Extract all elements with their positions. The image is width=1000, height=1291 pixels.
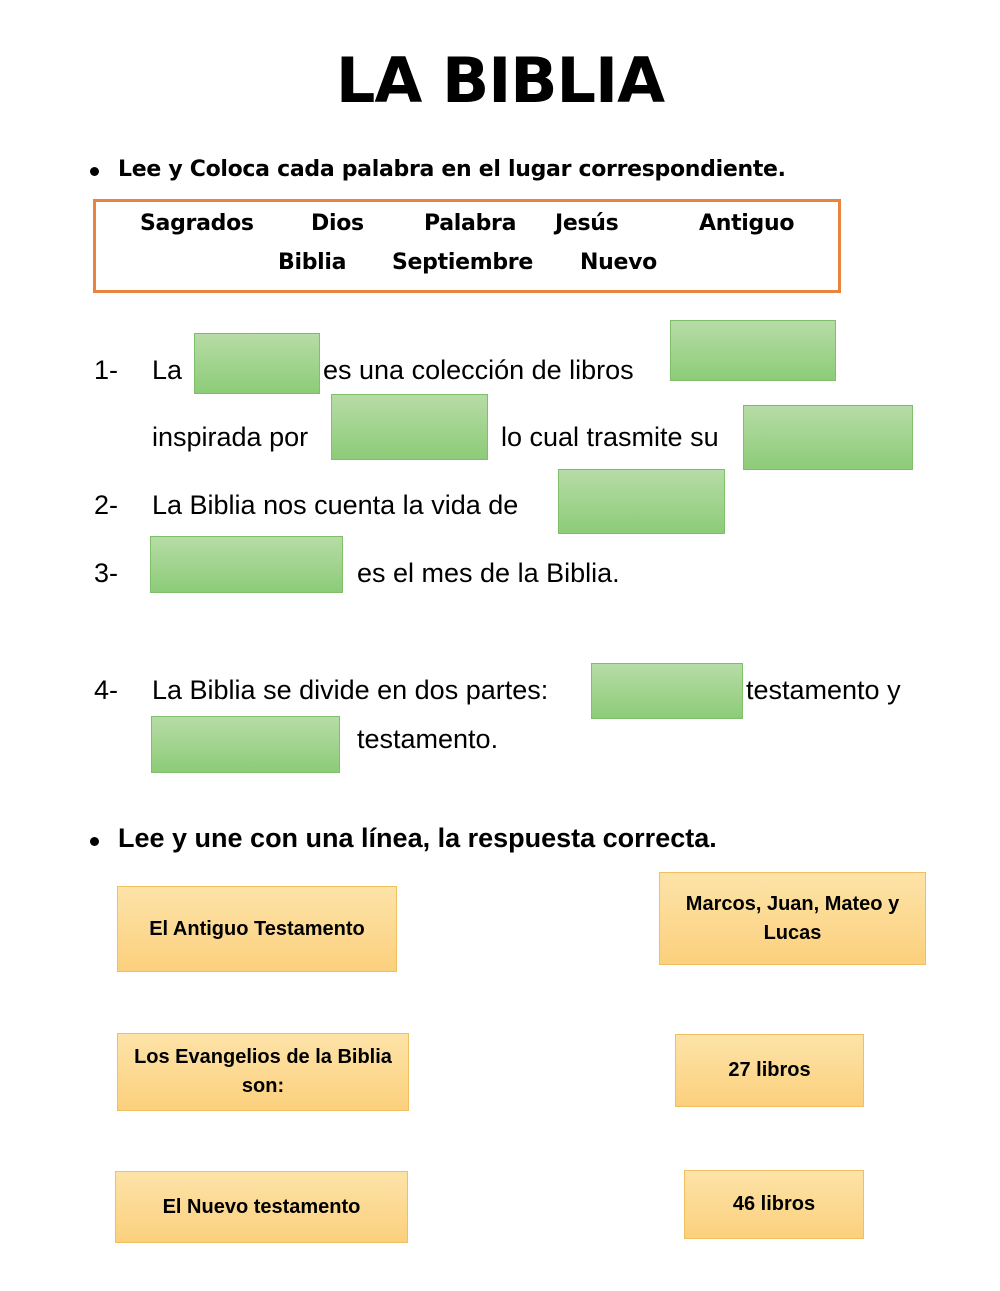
- word-bank-item[interactable]: Septiembre: [392, 250, 533, 275]
- question-text: inspirada por: [152, 422, 309, 452]
- answer-blank[interactable]: [670, 320, 836, 381]
- match-card-right[interactable]: 27 libros: [675, 1034, 864, 1107]
- word-bank-item[interactable]: Antiguo: [699, 211, 795, 236]
- answer-blank[interactable]: [151, 716, 340, 773]
- answer-blank[interactable]: [558, 469, 725, 534]
- bullet-icon: [90, 837, 99, 846]
- word-bank-item[interactable]: Palabra: [424, 211, 517, 236]
- answer-blank[interactable]: [150, 536, 343, 593]
- answer-blank[interactable]: [194, 333, 320, 394]
- match-card-left[interactable]: El Antiguo Testamento: [117, 886, 397, 972]
- word-bank-item[interactable]: Jesús: [555, 211, 619, 236]
- question-text: La Biblia nos cuenta la vida de: [152, 490, 519, 520]
- match-card-right[interactable]: Marcos, Juan, Mateo y Lucas: [659, 872, 926, 965]
- bullet-icon: [90, 167, 99, 176]
- match-card-right[interactable]: 46 libros: [684, 1170, 864, 1239]
- answer-blank[interactable]: [331, 394, 488, 460]
- instruction-match: Lee y une con una línea, la respuesta correcta.: [118, 823, 717, 853]
- word-bank-item[interactable]: Biblia: [278, 250, 347, 275]
- question-text: La Biblia se divide en dos partes:: [152, 675, 549, 705]
- question-text: lo cual trasmite su: [501, 422, 719, 452]
- question-number: 2-: [94, 490, 119, 520]
- match-card-left[interactable]: El Nuevo testamento: [115, 1171, 408, 1243]
- question-text: es el mes de la Biblia.: [357, 558, 620, 588]
- answer-blank[interactable]: [591, 663, 743, 719]
- question-number: 3-: [94, 558, 119, 588]
- question-text: testamento y: [746, 675, 901, 705]
- match-card-left[interactable]: Los Evangelios de la Biblia son:: [117, 1033, 409, 1111]
- question-number: 1-: [94, 355, 119, 385]
- question-text: es una colección de libros: [323, 355, 634, 385]
- word-bank-item[interactable]: Sagrados: [140, 211, 254, 236]
- question-text: La: [152, 355, 183, 385]
- instruction-fill-words: Lee y Coloca cada palabra en el lugar correspondiente.: [118, 157, 786, 182]
- word-bank-item[interactable]: Nuevo: [580, 250, 657, 275]
- question-text: testamento.: [357, 724, 499, 754]
- word-bank-item[interactable]: Dios: [311, 211, 364, 236]
- page-title: LA BIBLIA: [335, 44, 665, 117]
- answer-blank[interactable]: [743, 405, 913, 470]
- question-number: 4-: [94, 675, 119, 705]
